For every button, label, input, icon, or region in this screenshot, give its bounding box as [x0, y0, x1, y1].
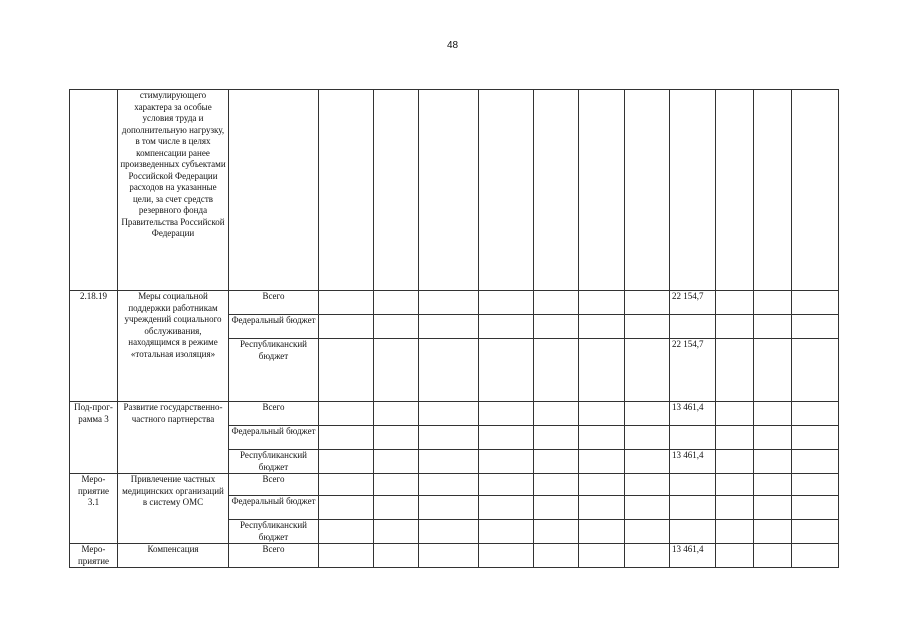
- row-name: Меры социальной поддержки работникам учреждений социального обслуживания, находящимся в режиме «тотальная изоляция»: [118, 291, 229, 402]
- row-value: [670, 315, 716, 339]
- row-source: [229, 90, 319, 291]
- budget-table: [69, 89, 839, 568]
- row-source: Всего: [229, 544, 319, 568]
- row-value: [670, 520, 716, 544]
- row-value: 13 461,4: [670, 544, 716, 568]
- row-value: [670, 474, 716, 496]
- row-source: Всего: [229, 291, 319, 315]
- row-value: 22 154,7: [670, 339, 716, 402]
- row-name: Привлечение частных медицинских организаций в систему ОМС: [118, 474, 229, 544]
- table-row: [70, 402, 839, 426]
- row-code: Под-прог-рамма 3: [70, 402, 118, 474]
- row-source: Федеральный бюджет: [229, 496, 319, 520]
- row-code: Меро-приятие: [70, 544, 118, 568]
- row-source: Республиканский бюджет: [229, 450, 319, 474]
- row-value: [670, 90, 716, 291]
- row-value: 13 461,4: [670, 450, 716, 474]
- row-name: стимулирующего характера за особые условия труда и дополнительную нагрузку, в том числе в целях компенсации ранее произведенных субъектами Российской Федерации расходов на указанные цели, за счет средств резервного фонда Правительства Российской Федерации: [118, 90, 229, 291]
- row-name: Компенсация: [118, 544, 229, 568]
- table-row: [70, 544, 839, 568]
- row-source: Республиканский бюджет: [229, 339, 319, 402]
- row-value: 22 154,7: [670, 291, 716, 315]
- row-name: Развитие государственно-частного партнерства: [118, 402, 229, 474]
- row-code: 2.18.19: [70, 291, 118, 402]
- row-code: [70, 90, 118, 291]
- row-source: Федеральный бюджет: [229, 426, 319, 450]
- row-value: [670, 496, 716, 520]
- table-row: [70, 291, 839, 315]
- row-source: Республиканский бюджет: [229, 520, 319, 544]
- row-source: Всего: [229, 474, 319, 496]
- table-row: [70, 90, 839, 291]
- table-row: [70, 474, 839, 496]
- row-value: [670, 426, 716, 450]
- page-number: 48: [446, 40, 459, 51]
- row-source: Федеральный бюджет: [229, 315, 319, 339]
- row-source: Всего: [229, 402, 319, 426]
- row-value: 13 461,4: [670, 402, 716, 426]
- row-code: Меро-приятие 3.1: [70, 474, 118, 544]
